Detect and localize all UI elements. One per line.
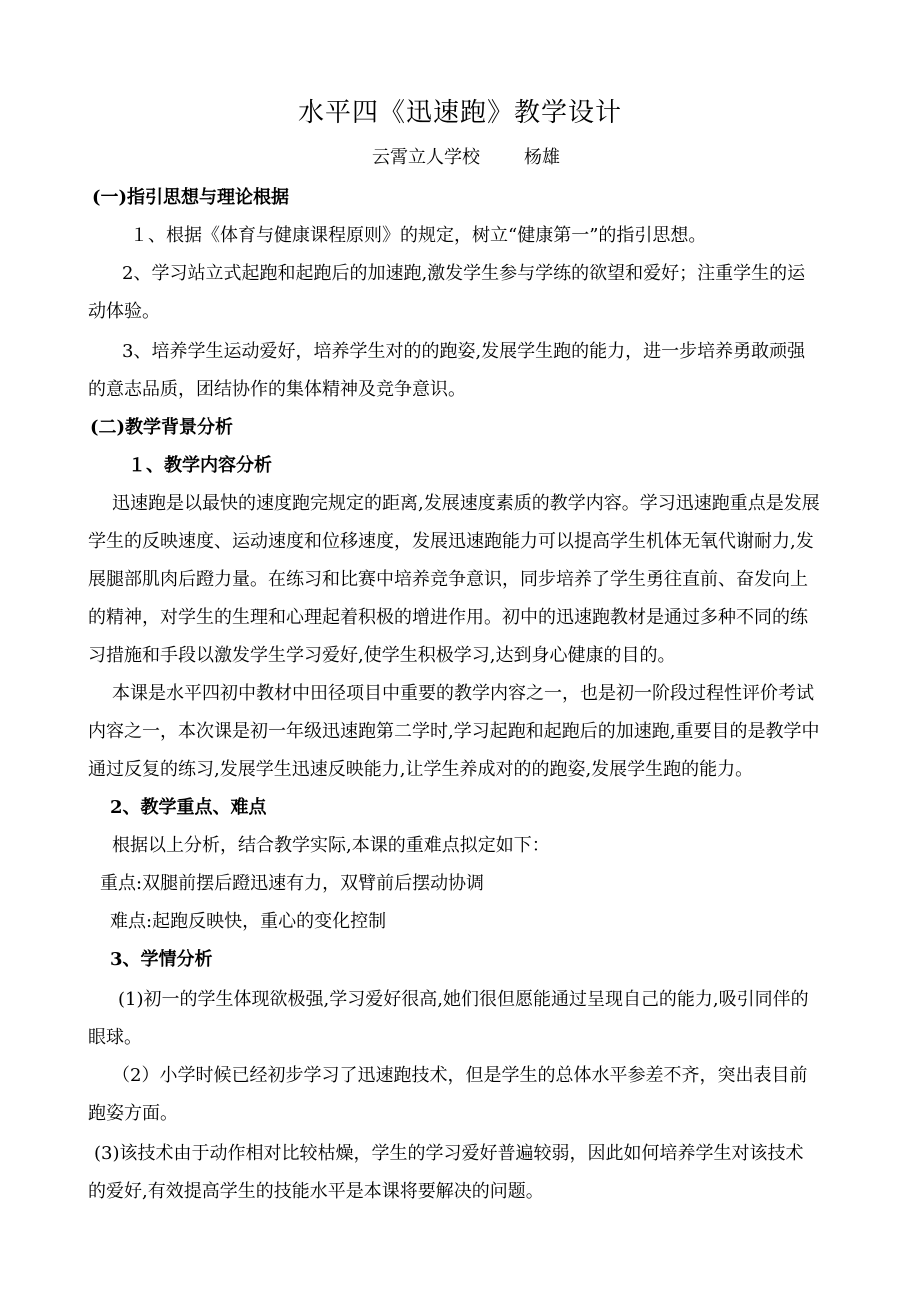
- section-1-para-2-line-2: 动体验。: [88, 301, 160, 322]
- section-1-para-3-line-1: 3、培养学生运动爱好，培养学生对的的跑姿,发展学生跑的能力，进一步培养勇敢顽强: [122, 341, 806, 362]
- author-school: 云霄立人学校: [372, 147, 480, 168]
- content-analysis-line: 的精神，对学生的生理和心理起着积极的增进作用。初中的迅速跑教材是通过多种不同的练: [88, 607, 808, 628]
- course-description-line: 通过反复的练习,发展学生迅速反映能力,让学生养成对的的跑姿,发展学生跑的能力。: [88, 759, 754, 780]
- student-analysis-item-1-line-1: (1)初一的学生体现欲极强,学习爱好很高,她们很但愿能通过呈现自己的能力,吸引同伴的: [118, 989, 809, 1010]
- page-title: 水平四《迅速跑》教学设计: [297, 98, 622, 128]
- section-2-heading: (二)教学背景分析: [90, 417, 234, 438]
- student-analysis-item-2-line-2: 跑姿方面。: [88, 1103, 178, 1124]
- subsection-content-analysis: １、教学内容分析: [128, 455, 272, 476]
- student-analysis-item-3-line-1: (3)该技术由于动作相对比较枯燥，学生的学习爱好普遍较弱，因此如何培养学生对该技术: [94, 1143, 804, 1164]
- content-analysis-line: 习措施和手段以激发学生学习爱好,使学生积极学习,达到身心健康的目的。: [88, 645, 676, 666]
- content-analysis-line: 学生的反映速度、运动速度和位移速度，发展迅速跑能力可以提高学生机体无氧代谢耐力,发: [88, 531, 814, 552]
- student-analysis-item-2-line-1: （2）小学时候已经初步学习了迅速跑技术，但是学生的总体水平参差不齐，突出表目前: [112, 1065, 808, 1086]
- author-line: [372, 146, 560, 170]
- course-description-line: 本课是水平四初中教材中田径项目中重要的教学内容之一，也是初一阶段过程性评价考试: [112, 683, 814, 704]
- student-analysis-item-1-line-2: 眼球。: [88, 1027, 142, 1048]
- section-1-para-3-line-2: 的意志品质，团结协作的集体精神及竞争意识。: [88, 379, 466, 400]
- author-name: 杨雄: [524, 147, 560, 168]
- content-analysis-line: 展腿部肌肉后蹬力量。在练习和比赛中培养竞争意识，同步培养了学生勇往直前、奋发向上: [88, 569, 808, 590]
- key-point: 重点:双腿前摆后蹬迅速有力，双臂前后摆动协调: [100, 873, 485, 894]
- section-1-heading: (一)指引思想与理论根据: [92, 187, 290, 208]
- difficult-point: 难点:起跑反映快，重心的变化控制: [110, 911, 387, 932]
- subsection-key-difficult-points: 2、教学重点、难点: [110, 797, 267, 818]
- section-1-para-1: １、根据《体育与健康课程原则》的规定，树立“健康第一”的指引思想。: [130, 225, 707, 246]
- key-points-intro: 根据以上分析，结合教学实际,本课的重难点拟定如下：: [112, 835, 550, 856]
- section-1-para-2-line-1: 2、学习站立式起跑和起跑后的加速跑,激发学生参与学练的欲望和爱好；注重学生的运: [122, 263, 806, 284]
- course-description-line: 内容之一，本次课是初一年级迅速跑第二学时,学习起跑和起跑后的加速跑,重要目的是教学中: [88, 721, 820, 742]
- subsection-student-analysis: 3、学情分析: [110, 949, 213, 970]
- student-analysis-item-3-line-2: 的爱好,有效提高学生的技能水平是本课将要解决的问题。: [88, 1181, 544, 1202]
- content-analysis-line: 迅速跑是以最快的速度跑完规定的距离,发展速度素质的教学内容。学习迅速跑重点是发展: [112, 493, 820, 514]
